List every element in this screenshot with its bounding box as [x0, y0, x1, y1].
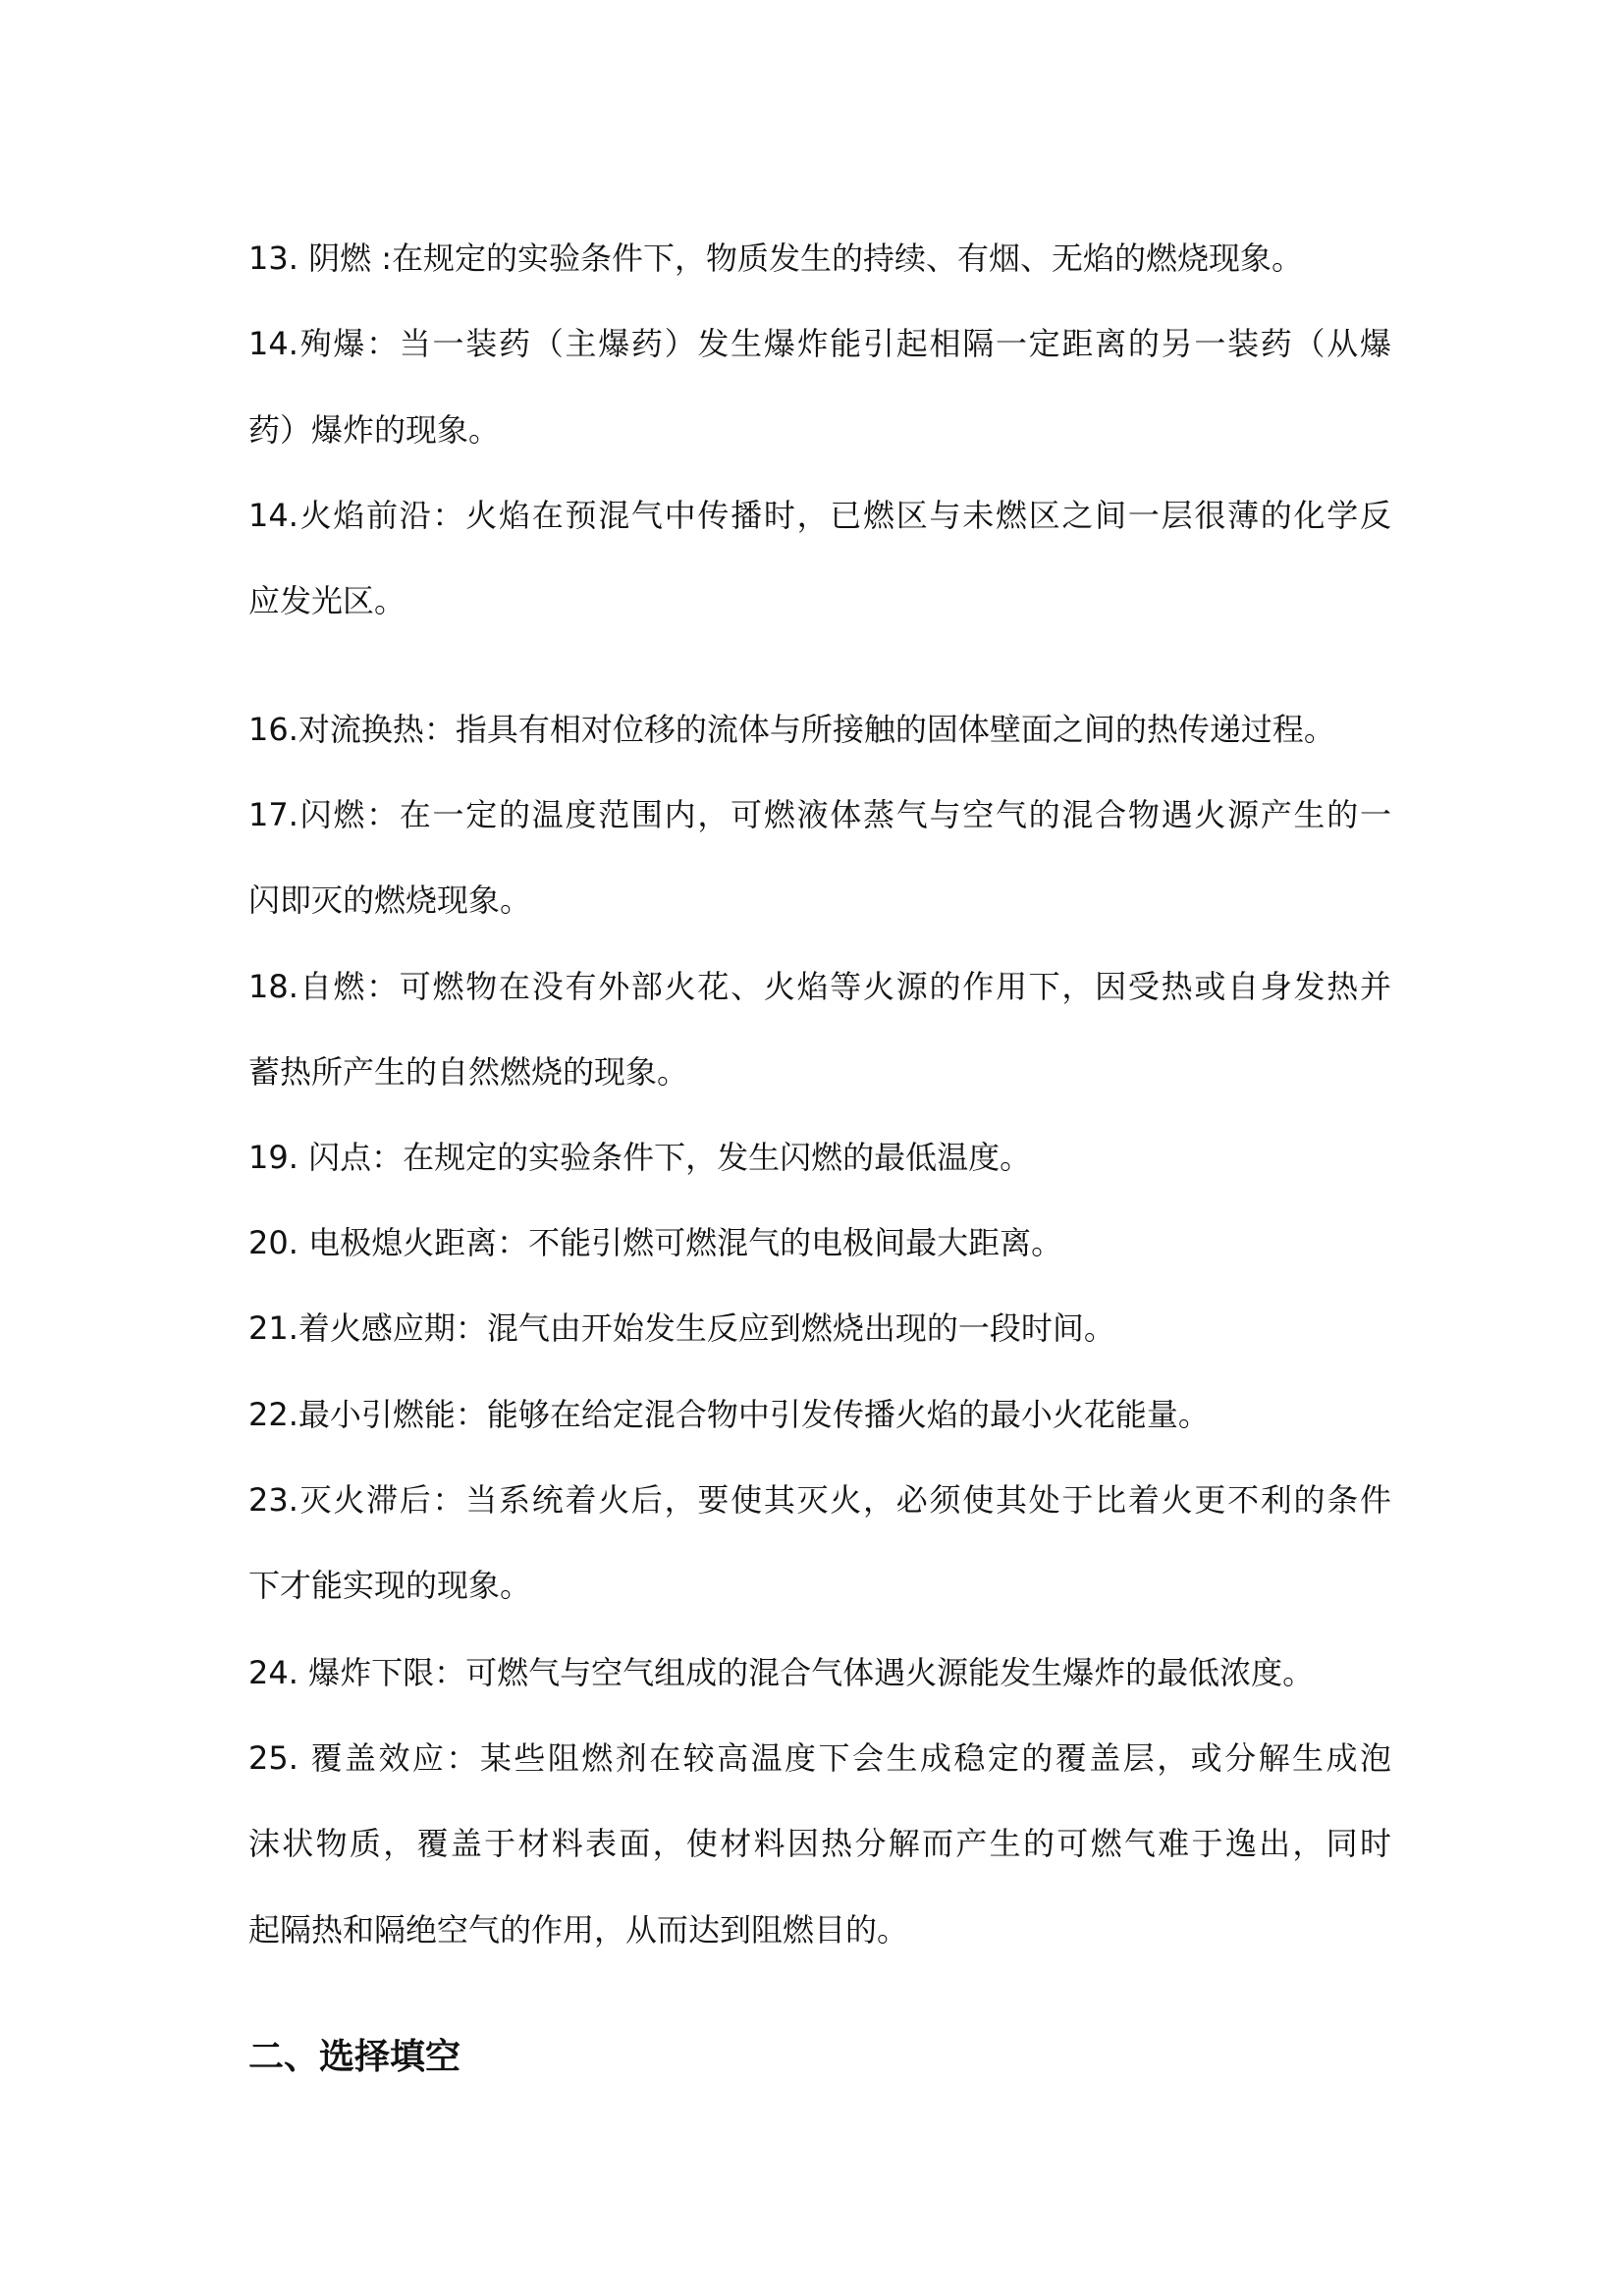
definition-line: 沫状物质，覆盖于材料表面，使材料因热分解而产生的可燃气难于逸出，同时 — [248, 1825, 1391, 1862]
definition-line: 19. 闪点：在规定的实验条件下，发生闪燃的最低温度。 — [248, 1139, 1032, 1176]
definition-line: 药）爆炸的现象。 — [248, 411, 501, 449]
definition-line: 25. 覆盖效应：某些阻燃剂在较高温度下会生成稳定的覆盖层，或分解生成泡 — [248, 1739, 1391, 1777]
section-heading: 二、选择填空 — [248, 2037, 461, 2077]
definition-line: 23.灭火滞后：当系统着火后，要使其灭火，必须使其处于比着火更不利的条件 — [248, 1481, 1391, 1519]
definition-line: 22.最小引燃能：能够在给定混合物中引发传播火焰的最小火花能量。 — [248, 1396, 1210, 1433]
definition-line: 24. 爆炸下限：可燃气与空气组成的混合气体遇火源能发生爆炸的最低浓度。 — [248, 1654, 1315, 1691]
definition-line: 起隔热和隔绝空气的作用，从而达到阻燃目的。 — [248, 1911, 909, 1949]
definition-line: 14.殉爆：当一装药（主爆药）发生爆炸能引起相隔一定距离的另一装药（从爆 — [248, 325, 1391, 362]
definition-line: 13. 阴燃 :在规定的实验条件下，物质发生的持续、有烟、无焰的燃烧现象。 — [248, 240, 1304, 277]
definition-line: 20. 电极熄火距离：不能引燃可燃混气的电极间最大距离。 — [248, 1224, 1063, 1261]
definition-line: 16.对流换热：指具有相对位移的流体与所接触的固体壁面之间的热传递过程。 — [248, 711, 1335, 748]
definition-line: 应发光区。 — [248, 582, 406, 619]
definition-line: 闪即灭的燃烧现象。 — [248, 881, 532, 919]
definition-line: 21.着火感应期：混气由开始发生反应到燃烧出现的一段时间。 — [248, 1309, 1115, 1347]
definition-line: 蓄热所产生的自然燃烧的现象。 — [248, 1053, 689, 1091]
definition-line: 18.自燃：可燃物在没有外部火花、火焰等火源的作用下，因受热或自身发热并 — [248, 968, 1391, 1005]
definition-line: 下才能实现的现象。 — [248, 1567, 532, 1604]
definition-line: 14.火焰前沿：火焰在预混气中传播时，已燃区与未燃区之间一层很薄的化学反 — [248, 497, 1391, 534]
definition-line: 17.闪燃：在一定的温度范围内，可燃液体蒸气与空气的混合物遇火源产生的一 — [248, 796, 1391, 833]
